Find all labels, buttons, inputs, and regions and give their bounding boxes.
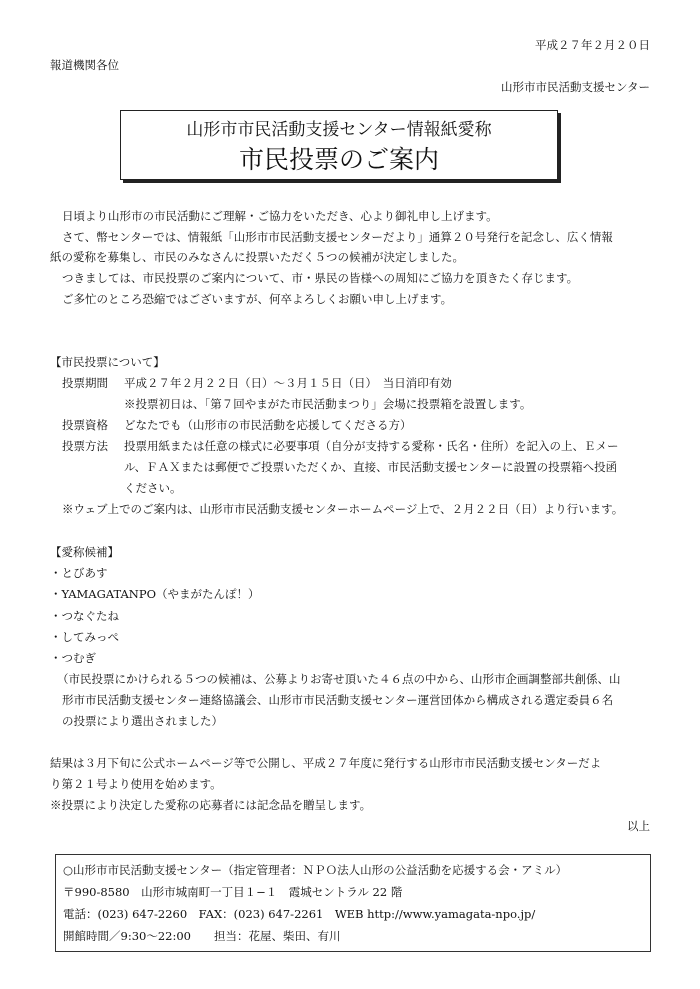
vote-method-line: ル、ＦＡＸまたは郵便でご投票いただくか、直接、市民活動支援センターに設置の投票箱へ投函 [124,460,618,474]
addressee: 報道機関各位 [50,58,119,72]
results-line: 結果は３月下旬に公式ホームページ等で公開し、平成２７年度に発行する山形市市民活動支援センターだよ [50,756,602,770]
candidates-heading: 【愛称候補】 [50,545,119,559]
intro-line: さて、幣センターでは、情報紙「山形市市民活動支援センターだより」通算２０号発行を記念し、広く情報 [62,230,613,244]
title-main: 市民投票のご案内 [238,145,439,174]
candidates-note-line: の投票により選出されました） [62,714,223,728]
candidates-note-line: （市民投票にかけられる５つの候補は、公募よりお寄せ頂いた４６点の中から、山形市企画調整部共創係、山 [57,672,621,686]
vote-method-label: 投票方法 [62,439,108,453]
footer-contact: 電話：(023) 647-2260 FAX：(023) 647-2261 WEB http://www.yamagata-npo.jp/ [63,907,536,921]
results-prize-note: ※投票により決定した愛称の応募者には記念品を贈呈します。 [50,798,372,812]
candidate-item: ・とびあす [50,566,108,580]
vote-eligibility-label: 投票資格 [62,418,108,432]
vote-web-note: ※ウェブ上でのご案内は、山形市市民活動支援センターホームページ上で、２月２２日（日）より行います。 [62,502,624,516]
intro-line: ご多忙のところ恐縮ではございますが、何卒よろしくお願い申し上げます。 [62,292,453,306]
intro-line: つきましては、市民投票のご案内について、市・県民の皆様への周知にご協力を頂きたく存じます。 [62,271,579,285]
vote-eligibility-value: どなたでも（山形市の市民活動を応援してくださる方） [124,418,412,432]
footer-hours: 開館時間／9:30～22:00 担当：花屋、柴田、有川 [63,929,341,943]
candidate-item: ・つむぎ [50,651,96,665]
vote-period-label: 投票期間 [62,376,108,390]
footer-org: ○山形市市民活動支援センター（指定管理者：ＮＰＯ法人山形の公益活動を応援する会・アミル） [63,863,568,877]
vote-method-line: ください。 [124,481,182,495]
sender: 山形市市民活動支援センター [500,80,650,94]
candidates-note-line: 形市市民活動支援センター連絡協議会、山形市市民活動支援センター運営団体から構成される選定委員６名 [62,693,614,707]
vote-period-value: 平成２７年２月２２日（日）～３月１５日（日） 当日消印有効 [124,376,452,390]
document-date: 平成２７年２月２０日 [535,38,650,52]
title-box [120,110,558,180]
intro-line: 日頃より山形市の市民活動にご理解・ご協力をいただき、心より御礼申し上げます。 [62,209,498,223]
contact-box [55,854,651,952]
vote-heading: 【市民投票について】 [50,355,165,369]
candidate-item: ・YAMAGATANPO（やまがたんぽ！） [50,587,260,601]
vote-method-line: 投票用紙または任意の様式に必要事項（自分が支持する愛称・氏名・住所）を記入の上、Ｅメー [124,439,619,453]
vote-period-note: ※投票初日は、「第７回やまがた市民活動まつり」会場に投票箱を設置します。 [124,397,532,411]
closing-text: 以上 [627,819,650,833]
title-subtitle: 山形市市民活動支援センター情報紙愛称 [186,120,492,140]
candidate-item: ・してみっぺ [50,630,119,644]
candidate-item: ・つなぐたね [50,609,119,623]
results-line: り第２１号より使用を始めます。 [50,777,222,791]
intro-line: 紙の愛称を募集し、市民のみなさんに投票いただく５つの候補が決定しました。 [50,250,464,264]
footer-address: 〒990-8580 山形市城南町一丁目１−１ 霞城セントラル 22 階 [63,885,403,899]
